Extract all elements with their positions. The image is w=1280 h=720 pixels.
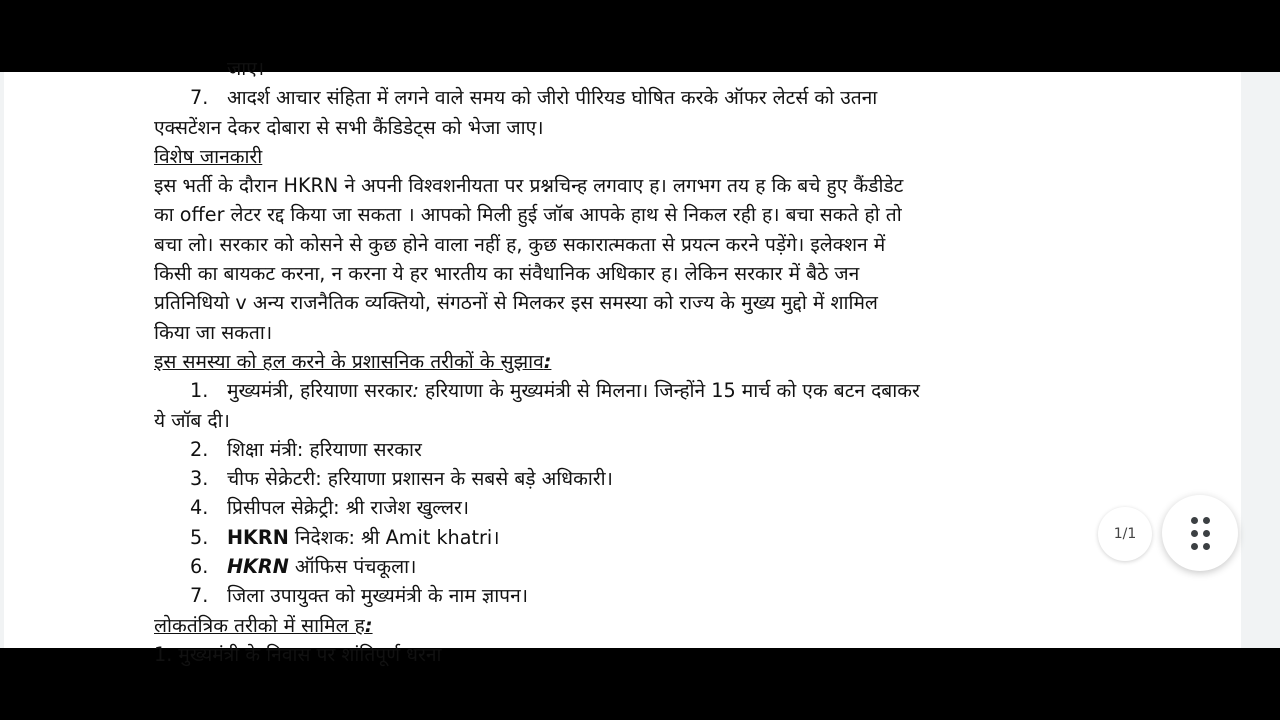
document-body xyxy=(154,54,1114,666)
list-item xyxy=(154,552,1114,581)
list-item xyxy=(154,493,1114,522)
heading-text: लोकतंत्रिक तरीको में सामिल ह xyxy=(154,613,365,637)
heading-text: इस समस्या को हल करने के प्रशासनिक तरीकों के सुझाव xyxy=(154,349,544,373)
paragraph-line: प्रतिनिधियो v अन्य राजनैतिक व्यक्तियो, संगठनों से मिलकर इस समस्या को राज्य के मुख्य मुद्दो में शामिल xyxy=(154,291,878,315)
list-text: जिला उपायुक्त को मुख्यमंत्री के नाम ज्ञापन। xyxy=(227,584,528,608)
list-text: हरियाणा के मुख्यमंत्री से मिलना। जिन्होंने 15 मार्च को एक बटन दबाकर xyxy=(418,379,920,403)
list-item xyxy=(154,83,1114,112)
list-text: निदेशक: श्री Amit khatri। xyxy=(288,525,500,549)
list-bold: HKRN xyxy=(227,525,289,549)
grid-dots-icon xyxy=(1191,517,1210,550)
list-number: 1. xyxy=(190,379,209,403)
heading-text: विशेष जानकारी xyxy=(154,144,263,168)
section-heading xyxy=(154,347,1114,376)
apps-button[interactable] xyxy=(1162,495,1238,571)
list-number: 3. xyxy=(190,467,209,491)
list-item xyxy=(154,54,1114,83)
list-text: शिक्षा मंत्री: हरियाणा सरकार xyxy=(227,437,422,461)
list-text: प्रिसीपल सेक्रेट्री: श्री राजेश खुल्लर। xyxy=(227,496,470,520)
paragraph-line xyxy=(154,640,1114,666)
list-item-continuation: एक्सटेंशन देकर दोबारा से सभी कैंडिडेट्स को भेजा जाए। xyxy=(154,115,544,139)
list-number: 7. xyxy=(190,584,209,608)
section-heading xyxy=(154,611,1114,640)
document-page xyxy=(4,57,1241,666)
list-item xyxy=(154,464,1114,493)
list-text: चीफ सेक्रेटरी: हरियाणा प्रशासन के सबसे बड़े अधिकारी। xyxy=(227,467,613,491)
list-item xyxy=(154,435,1114,464)
list-text: ऑफिस पंचकूला। xyxy=(288,555,417,579)
list-number: 7. xyxy=(190,86,209,110)
list-number: 4. xyxy=(190,496,209,520)
heading-colon: : xyxy=(543,349,552,373)
paragraph-line: बचा लो। सरकार को कोसने से कुछ होने वाला नहीं ह, कुछ सकारात्मकता से प्रयत्न करने पड़ेंगे। इलेक्शन में xyxy=(154,232,886,256)
list-item xyxy=(154,376,1114,405)
list-item xyxy=(154,523,1114,552)
list-number: 2. xyxy=(190,437,209,461)
list-number: 6. xyxy=(190,555,209,579)
list-text: जाए। xyxy=(227,57,265,80)
paragraph-line: किया जा सकता। xyxy=(154,320,273,344)
heading-colon: : xyxy=(364,613,373,637)
paragraph-line: इस भर्ती के दौरान HKRN ने अपनी विश्वशनीयता पर प्रश्नचिन्ह लगवाए ह। लगभग तय ह कि बचे हुए कैंडीडेट xyxy=(154,174,904,198)
paragraph-line: किसी का बायकट करना, न करना ये हर भारतीय का संवैधानिक अधिकार ह। लेकिन सरकार में बैठे जन xyxy=(154,262,860,286)
list-label: मुख्यमंत्री, हरियाणा सरकार xyxy=(227,379,413,403)
list-text: आदर्श आचार संहिता में लगने वाले समय को जीरो पीरियड घोषित करके ऑफर लेटर्स को उतना xyxy=(227,86,878,110)
page-indicator: 1/1 xyxy=(1098,507,1152,561)
list-text: 1. मुख्यमंत्री के निवास पर शांतिपूर्ण धरना xyxy=(154,642,442,666)
list-number: 5. xyxy=(190,525,209,549)
paragraph-line: का offer लेटर रद्द किया जा सकता । आपको मिली हुई जॉब आपके हाथ से निकल रही ह। बचा सकते हो तो xyxy=(154,203,902,227)
document-viewport[interactable] xyxy=(0,57,1280,666)
list-item xyxy=(154,581,1114,610)
section-heading xyxy=(154,142,1114,171)
list-item-continuation: ये जॉब दी। xyxy=(154,408,230,432)
list-colon: : xyxy=(412,379,419,403)
list-bold: HKRN xyxy=(227,555,289,579)
